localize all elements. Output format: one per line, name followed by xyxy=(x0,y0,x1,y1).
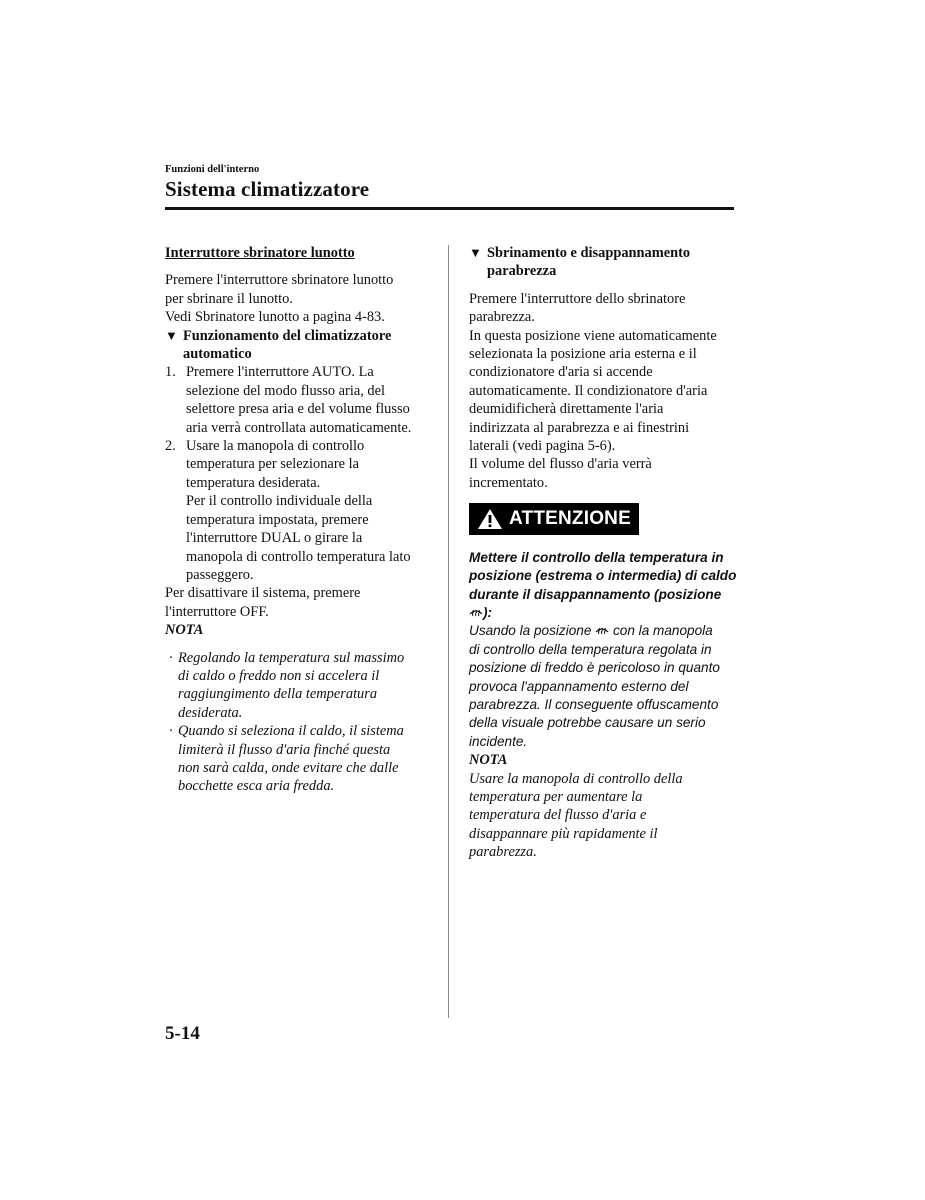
text-line: Mettere il controllo della temperatura in xyxy=(469,549,724,565)
text-line: temperatura per aumentare la xyxy=(469,788,643,805)
text-line: incidente. xyxy=(469,733,528,749)
windshield-defrost-icon xyxy=(595,623,609,636)
list-item xyxy=(165,649,431,723)
auto-operation-heading xyxy=(165,327,431,364)
text-line: manopola di controllo temperatura lato xyxy=(186,548,411,565)
windshield-defrost-icon xyxy=(469,605,483,618)
text-line: Il volume del flusso d'aria verrà xyxy=(469,456,652,473)
defrost-heading xyxy=(469,244,739,281)
text-line: non sarà calda, onde evitare che dalle xyxy=(178,759,399,776)
text-line: Premere l'interruttore dello sbrinatore xyxy=(469,290,686,307)
page-title: Sistema climatizzatore xyxy=(165,177,370,201)
text-line: selettore presa aria e del volume flusso xyxy=(186,401,410,418)
text-line: di controllo della temperatura regolata in xyxy=(469,641,712,657)
warning-badge-wrap xyxy=(469,503,739,535)
text-line: aria verrà controllata automaticamente. xyxy=(186,419,412,436)
text-line: della visuale potrebbe causare un serio xyxy=(469,715,706,731)
text-line: per sbrinare il lunotto. xyxy=(165,290,293,307)
text-line: Regolando la temperatura sul massimo xyxy=(178,649,405,666)
text-line: disappannare più rapidamente il xyxy=(469,825,658,842)
text-line: parabrezza. xyxy=(469,844,537,861)
auto-steps-list xyxy=(165,363,431,584)
text-line: selezione del modo flusso aria, del xyxy=(186,382,386,399)
text-line: Per il controllo individuale della xyxy=(186,493,373,510)
text-line: temperatura impostata, premere xyxy=(186,511,369,528)
text-line: posizione di freddo è pericoloso in quanto xyxy=(469,660,720,676)
column-divider xyxy=(448,245,449,1018)
list-item xyxy=(165,363,431,437)
note-label: NOTA xyxy=(469,752,508,769)
text-line: Usare la manopola di controllo della xyxy=(469,770,683,787)
page-number: 5-14 xyxy=(165,1023,200,1044)
text-line: selezionata la posizione aria esterna e il xyxy=(469,346,697,363)
text-line: laterali (vedi pagina 5-6). xyxy=(469,438,616,455)
text-line: parabrezza. Il conseguente offuscamento xyxy=(469,696,719,712)
bullet-dot: · xyxy=(169,649,173,666)
heading-line: parabrezza xyxy=(487,263,557,280)
text-line: di caldo o freddo non si accelera il xyxy=(178,667,380,684)
section-label: Funzioni dell'interno xyxy=(165,164,260,175)
warning-title-end: ): xyxy=(483,604,493,620)
step-number: 1. xyxy=(165,364,176,381)
right-note-text xyxy=(469,770,739,862)
text-line: In questa posizione viene automaticamente xyxy=(469,327,717,344)
rear-defroster-text xyxy=(165,271,431,326)
text-line: Quando si seleziona il caldo, il sistema xyxy=(178,723,404,740)
down-triangle-icon: ▼ xyxy=(469,245,482,260)
title-rule xyxy=(165,207,734,210)
heading-line: Funzionamento del climatizzatore xyxy=(183,327,392,344)
text-line: l'interruttore OFF. xyxy=(165,603,269,620)
text-line: bocchette esca aria fredda. xyxy=(178,778,335,795)
text-fragment: Usando la posizione xyxy=(469,623,596,639)
text-line: temperatura desiderata. xyxy=(186,474,321,491)
text-line: Usare la manopola di controllo xyxy=(186,438,365,455)
down-triangle-icon: ▼ xyxy=(165,327,178,343)
text-line: temperatura del flusso d'aria e xyxy=(469,807,647,824)
list-item xyxy=(165,437,431,584)
warning-triangle-icon xyxy=(477,508,503,530)
text-line: incrementato. xyxy=(469,474,548,491)
text-line: posizione (estrema o intermedia) di caldo xyxy=(469,568,737,584)
right-column xyxy=(469,244,739,862)
warning-body xyxy=(469,622,739,751)
list-item xyxy=(165,722,431,796)
warning-badge-label: ATTENZIONE xyxy=(509,508,631,530)
text-line: passeggero. xyxy=(186,566,254,583)
note-bullets xyxy=(165,649,431,796)
rear-defroster-heading: Interruttore sbrinatore lunotto xyxy=(165,245,355,261)
note-label: NOTA xyxy=(165,622,204,639)
defrost-text xyxy=(469,290,739,492)
text-line: desiderata. xyxy=(178,704,243,721)
text-line: Premere l'interruttore sbrinatore lunotto xyxy=(165,272,394,289)
warning-box xyxy=(469,549,739,751)
text-line: Premere l'interruttore AUTO. La xyxy=(186,364,374,381)
text-line: Per disattivare il sistema, premere xyxy=(165,585,361,602)
text-line: parabrezza. xyxy=(469,309,535,326)
text-line: indirizzata al parabrezza e ai finestrini xyxy=(469,419,690,436)
heading-line: Sbrinamento e disappannamento xyxy=(487,245,691,261)
text-line: l'interruttore DUAL o girare la xyxy=(186,530,363,547)
heading-line: automatico xyxy=(183,346,252,363)
text-line: raggiungimento della temperatura xyxy=(178,686,378,703)
text-fragment: con la manopola xyxy=(609,623,713,639)
cross-reference: Vedi Sbrinatore lunotto a pagina 4-83. xyxy=(165,309,385,326)
step-number: 2. xyxy=(165,438,176,455)
text-line: automaticamente. Il condizionatore d'aria xyxy=(469,382,708,399)
after-steps-text xyxy=(165,584,431,621)
text-line: condizionatore d'aria si accende xyxy=(469,364,653,381)
text-line xyxy=(469,622,739,640)
text-line: durante il disappannamento (posizione xyxy=(469,586,722,602)
warning-title xyxy=(469,549,739,623)
text-line: limiterà il flusso d'aria finché questa xyxy=(178,741,391,758)
text-line xyxy=(469,604,739,622)
text-line: provoca l'appannamento esterno del xyxy=(469,678,689,694)
text-line: temperatura per selezionare la xyxy=(186,456,359,473)
warning-badge xyxy=(469,503,639,535)
bullet-dot: · xyxy=(169,723,173,740)
left-column xyxy=(165,244,431,796)
text-line: deumidificherà direttamente l'aria xyxy=(469,401,664,418)
